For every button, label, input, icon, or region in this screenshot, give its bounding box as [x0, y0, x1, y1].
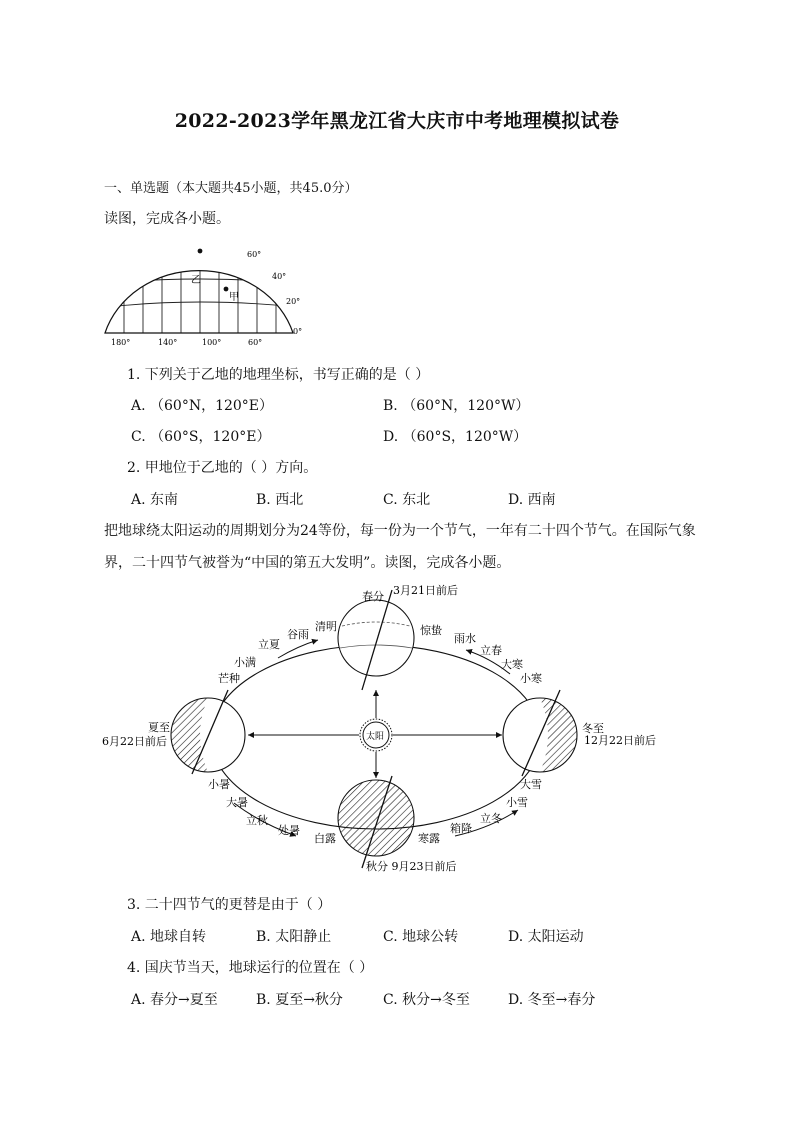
label-autumn-date: 秋分 9月23日前后 — [366, 860, 457, 873]
earth-spring — [338, 590, 414, 690]
lon-label-100: 100° — [202, 338, 222, 347]
term-dahan: 大寒 — [501, 658, 523, 671]
term-xiaoshu: 小暑 — [208, 778, 230, 791]
term-jingzhe: 惊蛰 — [420, 624, 442, 637]
term-shuangjiang: 箱降 — [450, 822, 472, 835]
term-chushu: 处暑 — [278, 824, 300, 837]
label-summer: 夏至 — [148, 721, 170, 734]
q3-stem: 3. 二十四节气的更替是由于（ ） — [127, 897, 332, 913]
q2-stem: 2. 甲地位于乙地的（ ）方向。 — [127, 460, 318, 476]
q4-option-b[interactable]: B. 夏至→秋分 — [256, 992, 343, 1008]
lat-label-60: 60° — [247, 250, 262, 259]
q3-option-b[interactable]: B. 太阳静止 — [256, 929, 332, 945]
lon-label-60: 60° — [248, 338, 263, 347]
label-spring-date: 3月21日前后 — [393, 584, 458, 597]
q3-option-c[interactable]: C. 地球公转 — [383, 929, 459, 945]
section-header: 一、单选题（本大题共45小题，共45.0分） — [104, 181, 358, 196]
sun-label: 太阳 — [366, 732, 385, 742]
intro-text-2-line2: 界，二十四节气被誉为“中国的第五大发明”。读图，完成各小题。 — [104, 555, 511, 571]
term-lixia: 立夏 — [258, 638, 280, 651]
term-hanlu: 寒露 — [418, 832, 440, 845]
term-guyu: 谷雨 — [287, 628, 309, 641]
q2-option-c[interactable]: C. 东北 — [383, 492, 431, 508]
term-xiaoman: 小满 — [234, 656, 256, 669]
orbit-figure — [100, 578, 670, 878]
label-winter-date: 12月22日前后 — [584, 734, 656, 747]
term-xiaoxue: 小雪 — [506, 796, 528, 809]
earth-winter — [503, 690, 577, 776]
intro-text-2-line1: 把地球绕太阳运动的周期划分为24等份，每一份为一个节气，一年有二十四个节气。在国际气象 — [104, 523, 696, 539]
term-daxue: 大雪 — [520, 778, 542, 791]
earth-summer — [171, 690, 245, 774]
q4-stem: 4. 国庆节当天，地球运行的位置在（ ） — [127, 960, 374, 976]
point-jia-marker — [224, 287, 229, 292]
q1-stem: 1. 下列关于乙地的地理坐标，书写正确的是（ ） — [127, 367, 430, 383]
graticule-figure — [100, 238, 305, 350]
q4-option-d[interactable]: D. 冬至→春分 — [508, 992, 596, 1008]
q3-option-a[interactable]: A. 地球自转 — [131, 929, 207, 945]
term-mangzhong: 芒种 — [218, 672, 240, 685]
lon-label-140: 140° — [158, 338, 178, 347]
label-winter: 冬至 — [582, 722, 604, 735]
lat-label-40: 40° — [272, 272, 287, 281]
term-liqiu: 立秋 — [246, 814, 268, 827]
page-title: 2022-2023学年黑龙江省大庆市中考地理模拟试卷 — [174, 110, 620, 132]
point-jia-label: 甲 — [229, 292, 239, 303]
term-lichun: 立春 — [480, 644, 502, 657]
q2-option-d[interactable]: D. 西南 — [508, 492, 556, 508]
point-yi-marker — [198, 249, 203, 254]
q4-option-c[interactable]: C. 秋分→冬至 — [383, 992, 470, 1008]
earth-autumn — [338, 776, 414, 868]
term-xiaohan: 小寒 — [520, 672, 542, 685]
lat-label-0: 0° — [293, 327, 303, 336]
term-yushui: 雨水 — [454, 632, 476, 645]
term-lidong: 立冬 — [480, 812, 502, 825]
intro-text-1: 读图，完成各小题。 — [104, 211, 230, 227]
q2-option-a[interactable]: A. 东南 — [131, 492, 179, 508]
point-yi-label: 乙 — [191, 275, 201, 286]
term-dashu: 大暑 — [226, 796, 248, 809]
q1-option-a[interactable]: A. （60°N，120°E） — [131, 398, 274, 414]
q3-option-d[interactable]: D. 太阳运动 — [508, 929, 584, 945]
q1-option-c[interactable]: C. （60°S，120°E） — [131, 429, 271, 445]
label-summer-date: 6月22日前后 — [102, 735, 167, 748]
lon-label-180: 180° — [111, 338, 131, 347]
lat-label-20: 20° — [286, 297, 301, 306]
q1-option-b[interactable]: B. （60°N，120°W） — [383, 398, 530, 414]
q4-option-a[interactable]: A. 春分→夏至 — [131, 992, 218, 1008]
label-spring: 春分 — [362, 590, 384, 603]
term-bailu: 白露 — [314, 832, 336, 845]
q1-option-d[interactable]: D. （60°S，120°W） — [383, 429, 528, 445]
term-qingming: 清明 — [315, 620, 337, 633]
q2-option-b[interactable]: B. 西北 — [256, 492, 304, 508]
